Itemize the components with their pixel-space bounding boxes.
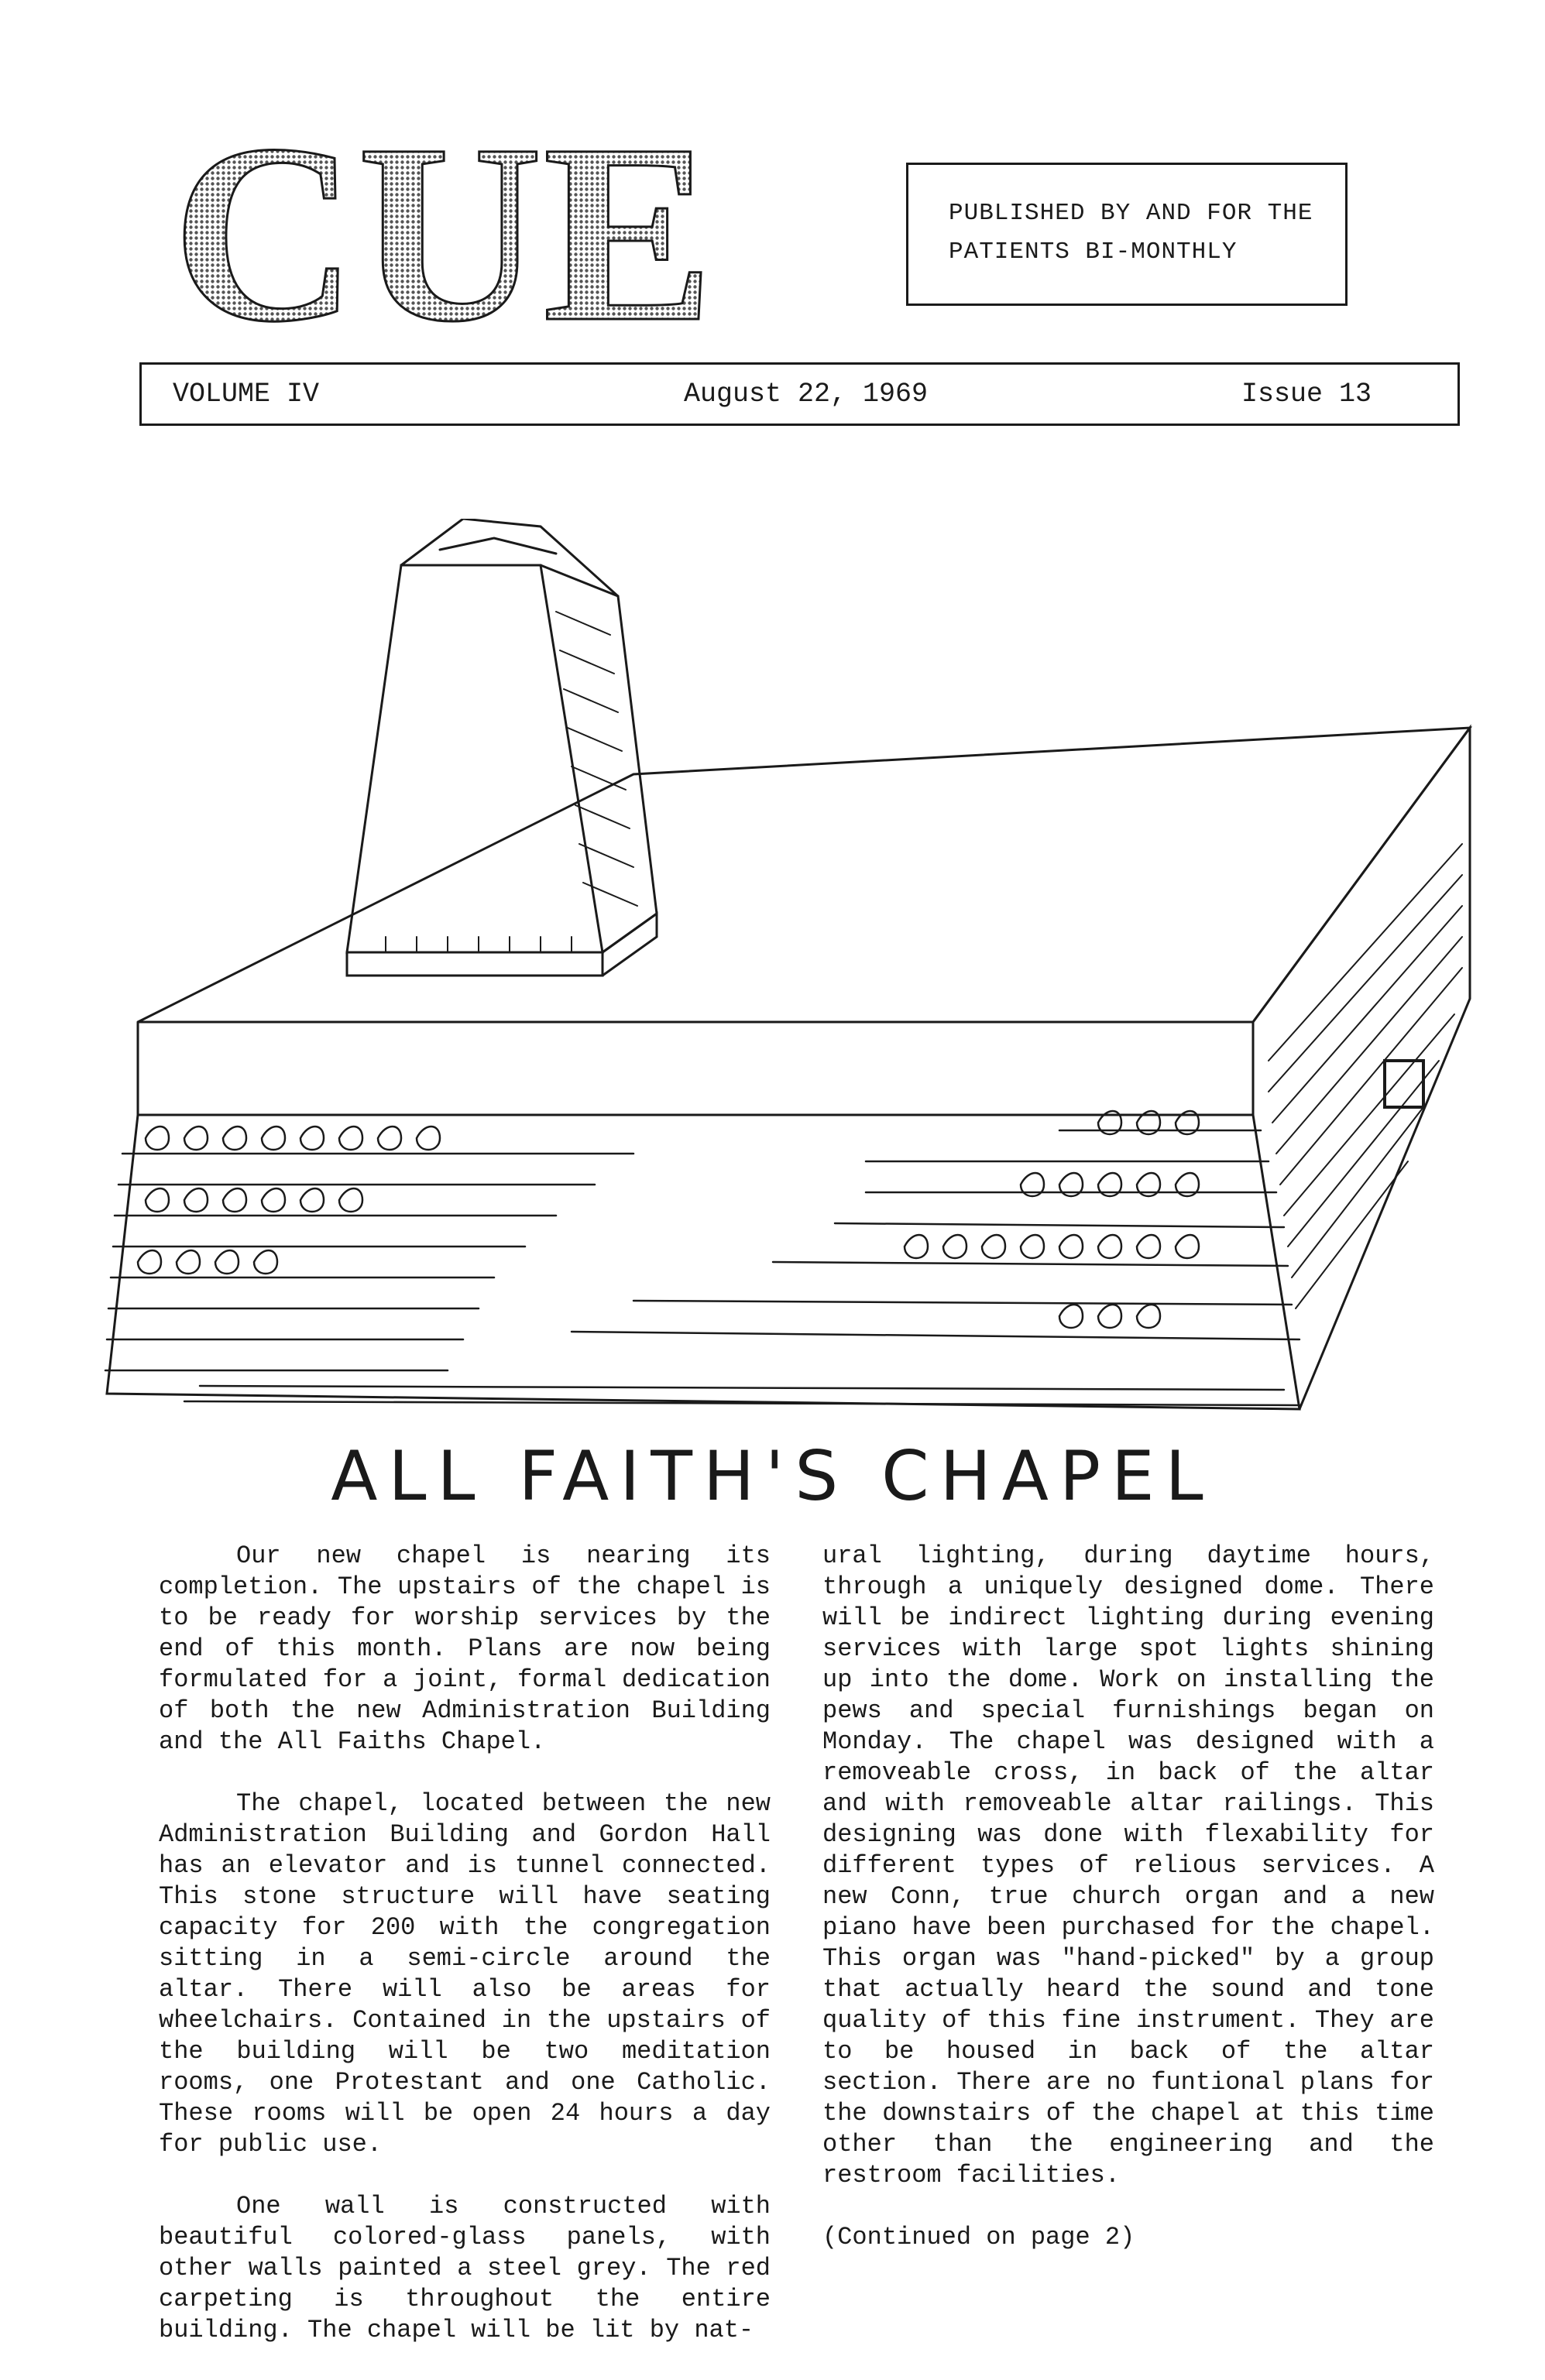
masthead-logo: [172, 116, 730, 348]
article-headline: ALL FAITH'S CHAPEL: [331, 1436, 1214, 1516]
chapel-illustration: [91, 519, 1478, 1432]
masthead-title: CUE: [172, 116, 714, 348]
issue-info-bar: [139, 362, 1460, 426]
article-column-left: [159, 1541, 771, 2377]
volume-label: VOLUME IV: [173, 379, 320, 410]
article-column-right: [822, 1541, 1434, 2284]
continued-note: (Continued on page 2): [822, 2223, 1135, 2251]
article-paragraph: ural lighting, during daytime hours, through a uniquely designed dome. There will be indirect lighting during evening services with large spot lights shining up into the dome. Work on installing the pews and special furnishings began on Monday. The chapel was designed with a removeable cross, in back of the altar and with removeable altar railings. This designing was done with flexability for different types of relious services. A new Conn, true church organ and a new piano have been purchased for the chapel. This organ was "hand-picked" by a group that actually heard the sound and tone quality of this fine instrument. They are to be housed in back of the altar section. There are no funtional plans for the downstairs of the chapel at this time other than the engineering and the restroom facilities.: [822, 1542, 1434, 2190]
issue-date: August 22, 1969: [684, 379, 929, 410]
article-paragraph: One wall is constructed with beautiful colored-glass panels, with other walls painted a steel grey. The red carpeting is throughout the entire building. The chapel will be lit by nat-: [159, 2192, 771, 2344]
article-paragraph: Our new chapel is nearing its completion. The upstairs of the chapel is to be ready for worship services by the end of this month. Plans are now being formulated for a joint, formal dedication of both the new Administration Building and the All Faiths Chapel.: [159, 1542, 771, 1756]
issue-number: Issue 13: [1241, 379, 1372, 410]
publisher-line: PATIENTS BI-MONTHLY: [949, 238, 1238, 266]
publisher-box: [906, 163, 1348, 306]
article-paragraph: The chapel, located between the new Administration Building and Gordon Hall has an elevator and is tunnel connected. This stone structure will have seating capacity for 200 with the congregation sitting in a semi-circle around the altar. There will also be areas for wheelchairs. Contained in the upstairs of the building will be two meditation rooms, one Protestant and one Catholic. These rooms will be open 24 hours a day for public use.: [159, 1789, 771, 2159]
publisher-line: PUBLISHED BY AND FOR THE: [949, 200, 1313, 227]
